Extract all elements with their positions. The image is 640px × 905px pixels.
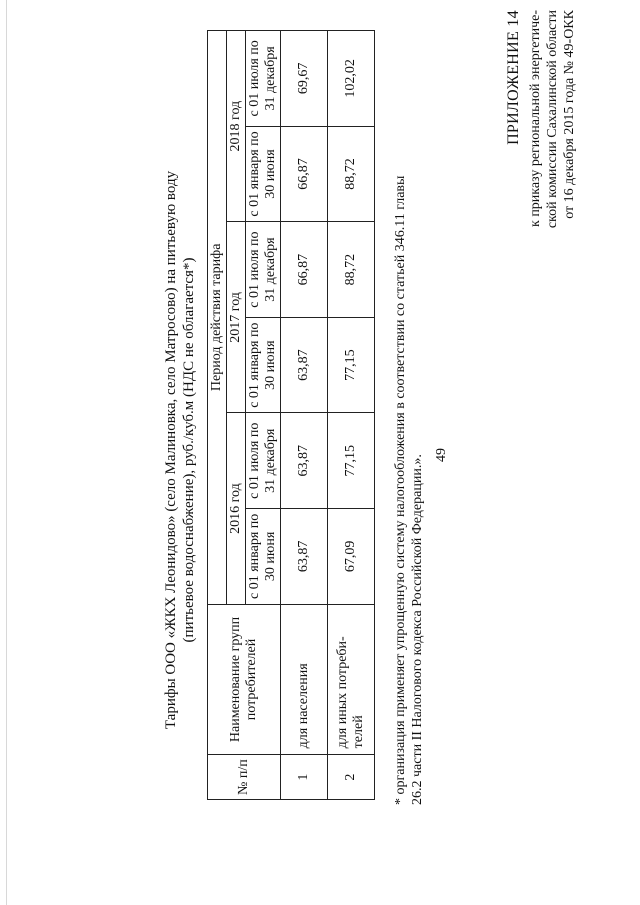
appendix-line-1: к приказу региональной энергетиче-: [528, 10, 543, 227]
footnote-line-2: 26.2 части II Налогового кодекса Российской Федерации.».: [410, 454, 425, 805]
rotated-content: [20, 0, 620, 900]
header-year-2018: 2018 год: [227, 31, 246, 222]
header-half-second: с 01 июля по 31 декабря: [246, 413, 281, 509]
header-half-first: с 01 января по 30 июня: [246, 126, 281, 222]
header-half-second: с 01 июля по 31 декабря: [246, 222, 281, 318]
header-half-second: с 01 июля по 31 декабря: [246, 31, 281, 127]
row-value: 67,09: [328, 509, 375, 605]
row-value: 63,87: [281, 413, 328, 509]
row-value: 69,67: [281, 31, 328, 127]
row-num: 2: [328, 755, 375, 800]
footnote: [392, 25, 426, 805]
row-value: 88,72: [328, 222, 375, 318]
row-value: 102,02: [328, 31, 375, 127]
header-half-first: с 01 января по 30 июня: [246, 317, 281, 413]
footnote-line-1: * организация применяет упрощенную систему налогообложения в соответствии со статьей 346.11 главы: [393, 175, 408, 805]
row-name: для населения: [281, 604, 328, 755]
appendix-line-2: ской комиссии Сахалинской области: [545, 10, 560, 229]
title-line-1: Тарифы ООО «ЖКХ Леонидово» (село Малиновка, село Матросово) на питьевую воду: [163, 170, 179, 730]
document-title: [162, 90, 198, 810]
row-value: 77,15: [328, 317, 375, 413]
row-num: 1: [281, 755, 328, 800]
row-value: 77,15: [328, 413, 375, 509]
appendix-line-3: от 16 декабря 2015 года № 49-ОКК: [562, 10, 577, 219]
row-value: 88,72: [328, 126, 375, 222]
table-row: [328, 31, 375, 800]
row-value: 63,87: [281, 317, 328, 413]
title-line-2: (питьевое водоснабжение), руб./куб.м (НДС не облагается*): [181, 257, 197, 643]
page-number: 49: [434, 448, 449, 462]
header-name: Наименование групп потребителей: [208, 604, 281, 755]
row-value: 66,87: [281, 222, 328, 318]
header-year-2017: 2017 год: [227, 222, 246, 413]
table-row: [281, 31, 328, 800]
appendix-reference: [527, 10, 578, 285]
header-year-2016: 2016 год: [227, 413, 246, 604]
row-value: 66,87: [281, 126, 328, 222]
row-value: 63,87: [281, 509, 328, 605]
header-half-first: с 01 января по 30 июня: [246, 509, 281, 605]
row-name: для иных потреби-телей: [328, 604, 375, 755]
header-num: № п/п: [208, 755, 281, 800]
appendix-title: ПРИЛОЖЕНИЕ 14: [505, 10, 522, 145]
scan-edge: [6, 0, 7, 905]
tariff-table: [207, 30, 375, 800]
header-period: Период действия тарифа: [208, 31, 227, 605]
